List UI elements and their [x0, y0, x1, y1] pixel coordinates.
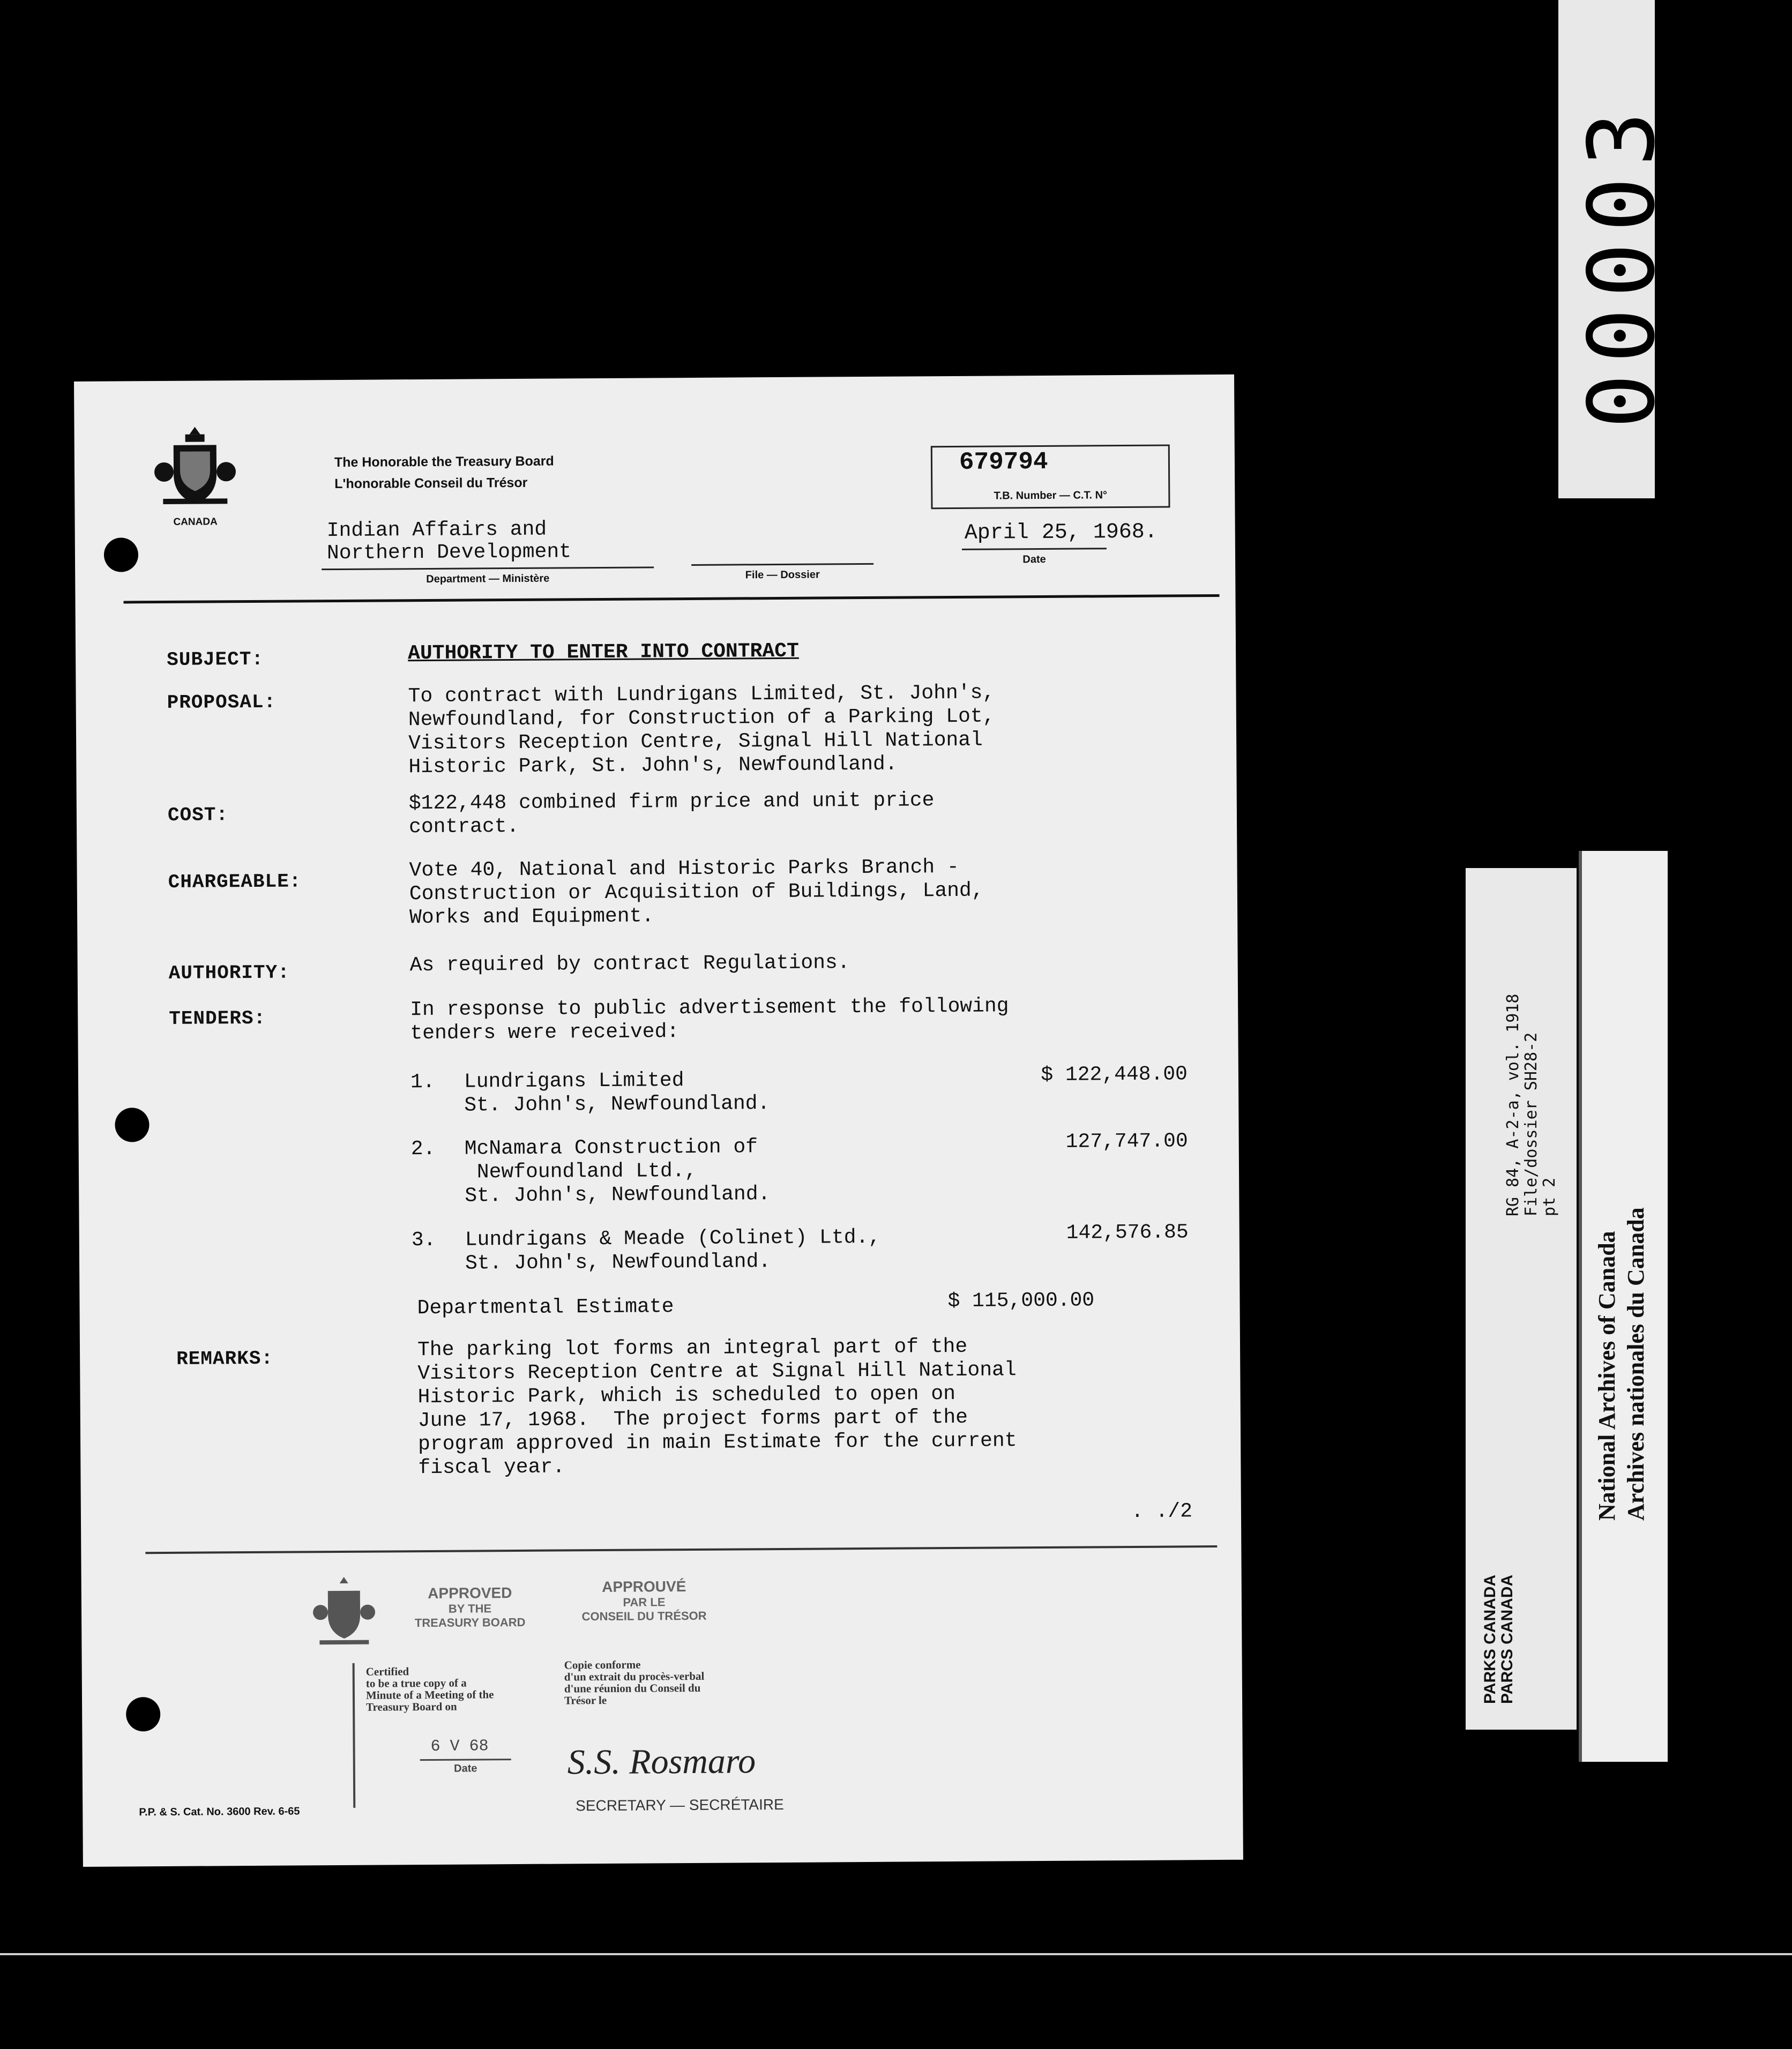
file-underline [691, 563, 873, 566]
date-underline [962, 548, 1107, 550]
proposal-line: To contract with Lundrigans Limited, St. John's, [408, 681, 995, 708]
tender-item [411, 1221, 1189, 1275]
form-number: P.P. & S. Cat. No. 3600 Rev. 6-65 [139, 1805, 300, 1819]
remarks-line: Historic Park, which is scheduled to open on [417, 1382, 956, 1409]
remarks-line: Visitors Reception Centre at Signal Hill National [417, 1358, 1017, 1386]
tender-item [410, 1130, 1188, 1208]
meeting-date-caption: Date [454, 1762, 477, 1775]
tender-amount: 142,576.85 [1066, 1221, 1189, 1245]
cost-text [409, 789, 935, 839]
subject-text: AUTHORITY TO ENTER INTO CONTRACT [407, 639, 799, 665]
tender-name [465, 1226, 881, 1276]
authority-text: As required by contract Regulations. [409, 951, 850, 977]
archive-reference-strip [1466, 868, 1577, 1730]
department-underline [322, 566, 654, 570]
frame-counter-strip [1558, 0, 1675, 498]
tb-number: 679794 [959, 447, 1048, 476]
certified-line: Trésor le [564, 1693, 607, 1707]
archives-line: Archives nationales du Canada [1623, 1207, 1649, 1521]
proposal-line: Historic Park, St. John's, Newfoundland. [408, 752, 898, 779]
tenders-label: TENDERS: [169, 1007, 266, 1030]
parks-line: PARKS CANADA [1481, 1574, 1499, 1704]
authority-label: AUTHORITY: [168, 961, 290, 984]
remarks-line: program approved in main Estimate for the current [417, 1429, 1017, 1456]
stamp-bracket [353, 1663, 356, 1808]
certified-line: d'une réunion du Conseil du [564, 1681, 701, 1695]
remarks-label: REMARKS: [176, 1347, 274, 1370]
proposal-text [408, 682, 995, 780]
tender-number: 1. [410, 1070, 435, 1094]
remarks-line: June 17, 1968. The project forms part of the [417, 1405, 968, 1433]
approved-line: PAR LE [623, 1595, 666, 1609]
parks-canada-label [1482, 1575, 1516, 1704]
punch-hole [104, 537, 138, 572]
national-archives-strip [1579, 851, 1668, 1762]
tb-number-caption: T.B. Number — C.T. N° [994, 489, 1108, 502]
certified-line: Certified [365, 1665, 409, 1678]
punch-hole [126, 1697, 160, 1731]
archives-line: National Archives of Canada [1594, 1231, 1620, 1521]
remarks-line: The parking lot forms an integral part of the [417, 1335, 968, 1362]
scanner-edge [0, 1953, 1792, 1955]
tender-line: St. John's, Newfoundland. [465, 1250, 771, 1275]
cost-line: $122,448 combined firm price and unit price [408, 789, 935, 816]
chargeable-text [409, 856, 984, 930]
tender-item [410, 1063, 1188, 1117]
tb-number-box [931, 445, 1170, 510]
approved-line: TREASURY BOARD [414, 1615, 526, 1630]
page-continuation: . ./2 [1131, 1500, 1193, 1523]
document-sheet [74, 375, 1243, 1867]
certified-line: Copie conforme [564, 1658, 641, 1672]
crest-label: CANADA [173, 516, 218, 528]
remarks-text [417, 1335, 1017, 1480]
date-caption: Date [1022, 553, 1046, 566]
reference-line: File/dossier SH28-2 [1522, 1032, 1541, 1216]
department-line-2: Northern Development [326, 540, 572, 565]
certified-line: to be a true copy of a [365, 1676, 467, 1690]
tenders-intro-line: In response to public advertisement the following [410, 994, 1009, 1022]
subject-label: SUBJECT: [167, 648, 264, 671]
certified-line: Minute of a Meeting of the [365, 1688, 494, 1702]
proposal-label: PROPOSAL: [167, 691, 277, 714]
tenders-intro [410, 994, 1009, 1045]
reference-line: RG 84, A-2-a, vol. 1918 [1504, 993, 1522, 1216]
certified-line: d'un extrait du procès-verbal [564, 1669, 705, 1684]
meeting-date-underline [420, 1759, 511, 1761]
tender-amount: $ 122,448.00 [1041, 1063, 1188, 1087]
approved-line: CONSEIL DU TRÉSOR [581, 1609, 707, 1624]
tender-number: 3. [411, 1228, 436, 1252]
header-rule [124, 594, 1220, 603]
footer-rule [145, 1545, 1217, 1554]
tender-line: McNamara Construction of [464, 1135, 758, 1161]
cost-line: contract. [408, 814, 519, 839]
reference-line: pt 2 [1540, 1177, 1559, 1216]
tender-line: St. John's, Newfoundland. [464, 1092, 770, 1117]
treasury-crest-icon [312, 1575, 377, 1656]
document-date: April 25, 1968. [964, 520, 1158, 545]
certified-line: Treasury Board on [366, 1700, 457, 1714]
archive-reference [1504, 994, 1559, 1216]
tender-line: Lundrigans & Meade (Colinet) Ltd., [465, 1225, 881, 1252]
board-name-fr: L'honorable Conseil du Trésor [334, 475, 528, 492]
meeting-date: 6 V 68 [430, 1737, 489, 1756]
tender-line: Lundrigans Limited [464, 1069, 684, 1094]
estimate-amount: $ 115,000.00 [947, 1289, 1095, 1313]
parks-line: PARCS CANADA [1498, 1574, 1516, 1704]
tender-name [465, 1135, 771, 1208]
tender-name [464, 1068, 770, 1117]
department-caption: Department — Ministère [426, 572, 550, 585]
tender-line: St. John's, Newfoundland. [465, 1183, 771, 1208]
department-line-1: Indian Affairs and [326, 518, 547, 543]
chargeable-line: Construction or Acquisition of Buildings, Land, [409, 879, 984, 906]
certified-en [366, 1665, 494, 1713]
canada-crest-icon [152, 423, 238, 526]
board-name-en: The Honorable the Treasury Board [334, 453, 554, 470]
approved-line: BY THE [448, 1602, 492, 1616]
file-caption: File — Dossier [745, 569, 820, 581]
approved-line: APPROUVÉ [602, 1578, 686, 1596]
proposal-line: Visitors Reception Centre, Signal Hill National [408, 728, 983, 756]
proposal-line: Newfoundland, for Construction of a Parking Lot, [408, 705, 995, 732]
tenders-intro-line: tenders were received: [410, 1020, 680, 1045]
chargeable-label: CHARGEABLE: [168, 870, 302, 893]
certified-fr [564, 1658, 705, 1707]
national-archives-label [1593, 1207, 1651, 1521]
punch-hole [115, 1108, 149, 1142]
frame-number: 00003 [1569, 101, 1675, 429]
estimate-label: Departmental Estimate [417, 1295, 674, 1320]
approved-line: APPROVED [428, 1584, 512, 1602]
tender-amount: 127,747.00 [1065, 1130, 1188, 1154]
chargeable-line: Works and Equipment. [409, 904, 654, 930]
remarks-line: fiscal year. [418, 1455, 565, 1480]
secretary-signature: S.S. Rosmaro [567, 1741, 756, 1782]
tender-number: 2. [410, 1137, 436, 1161]
secretary-caption: SECRETARY — SECRÉTAIRE [576, 1796, 784, 1814]
cost-label: COST: [167, 804, 229, 826]
approved-stamp-en [408, 1584, 532, 1630]
approved-stamp-fr [564, 1578, 725, 1624]
chargeable-line: Vote 40, National and Historic Parks Branch - [409, 855, 959, 883]
tender-line: Newfoundland Ltd., [464, 1159, 697, 1184]
